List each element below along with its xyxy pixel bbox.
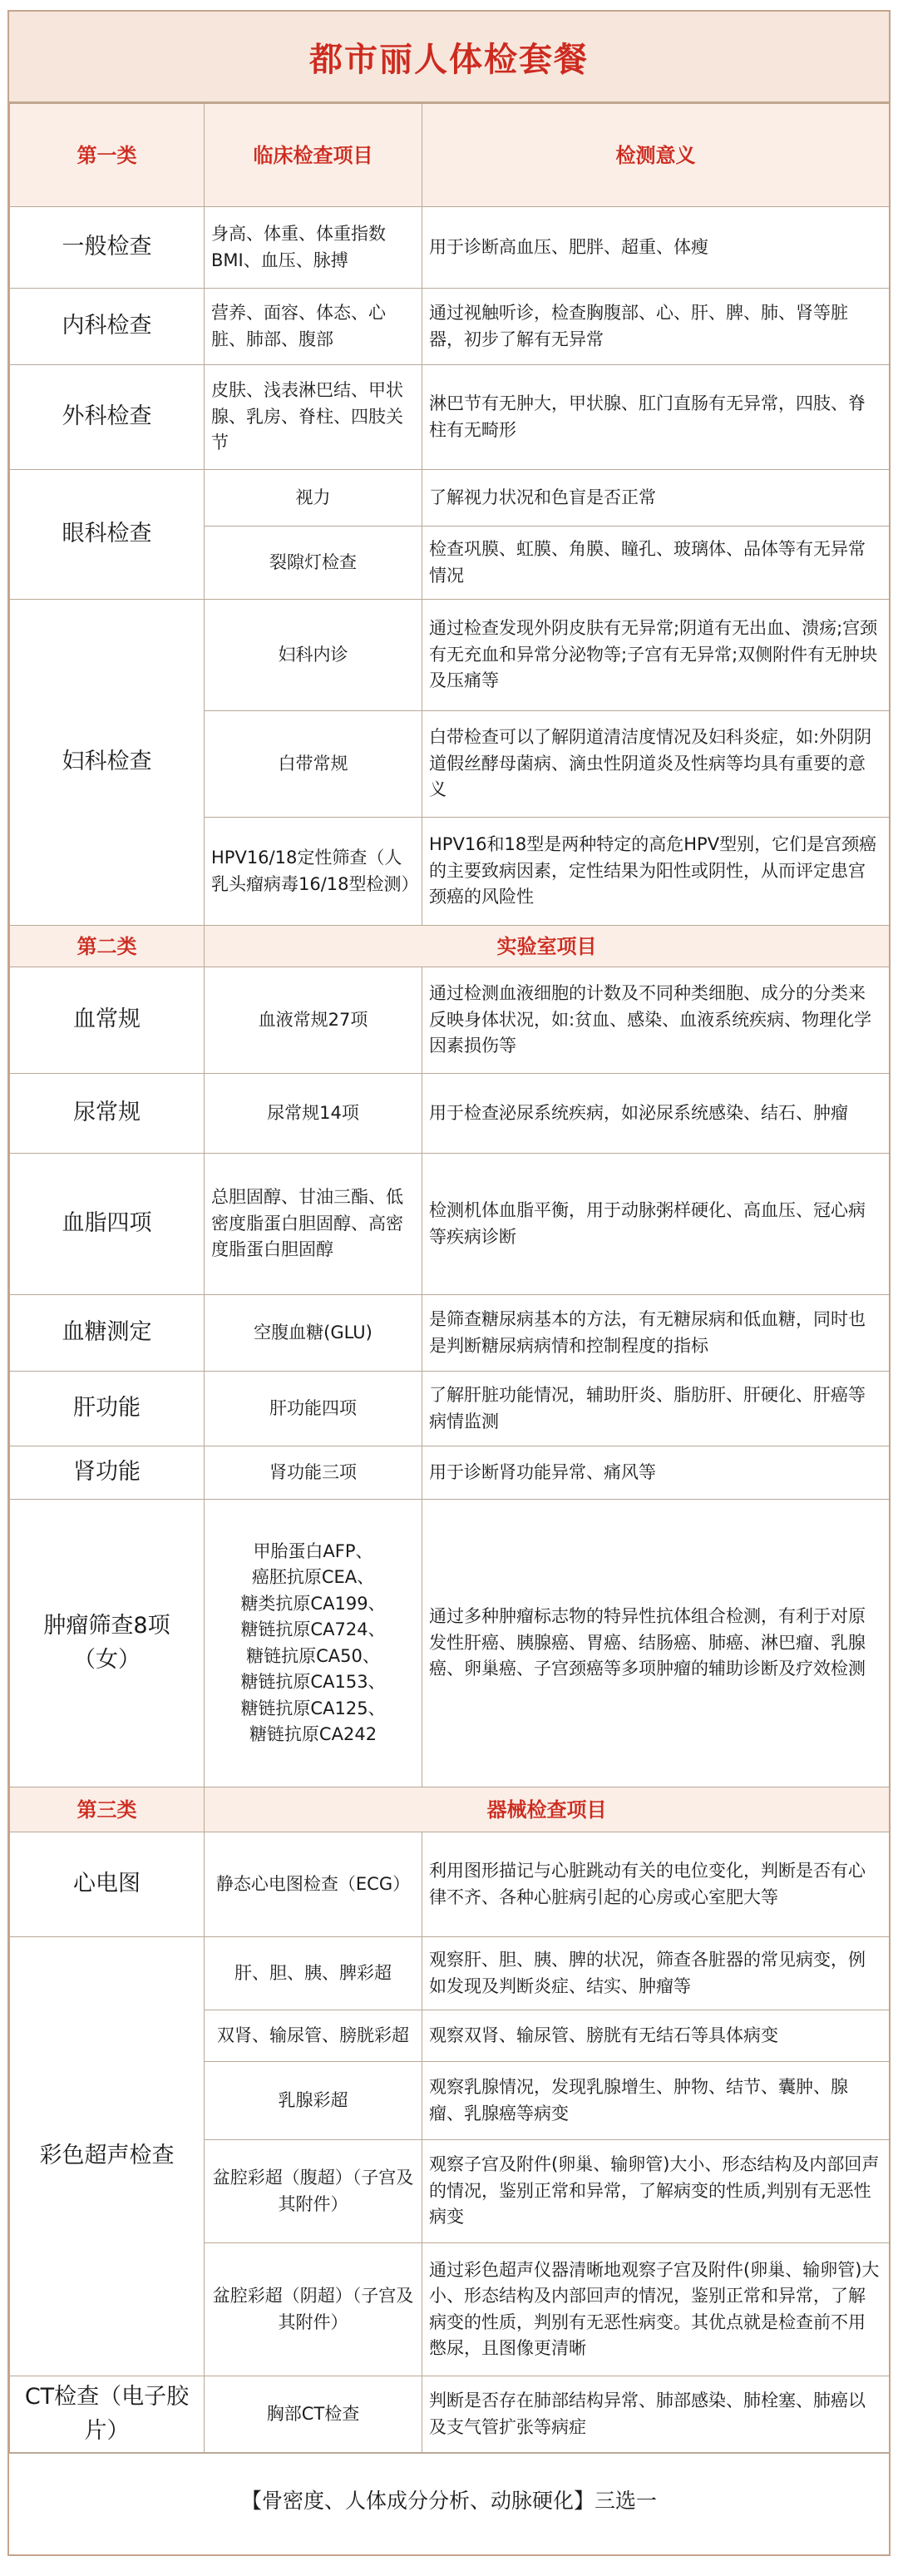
tumor-marker: 糖链抗原CA125、 bbox=[240, 1698, 386, 1718]
meaning-cell: 通过彩色超声仪器清晰地观察子宫及附件(卵巢、输卵管)大小、形态结构及内部回声的情况，鉴别正常和异常，了解病变的性质，判别有无恶性病变。其优点就是检查前不用憋尿，且图像更清晰 bbox=[422, 2243, 890, 2376]
meaning-cell: 检测机体血脂平衡，用于动脉粥样硬化、高血压、冠心病等疾病诊断 bbox=[422, 1154, 890, 1295]
table-row bbox=[10, 1295, 890, 1372]
category-cell: 一般检查 bbox=[10, 207, 205, 289]
exam-table bbox=[9, 103, 890, 2453]
category-cell: 妇科检查 bbox=[10, 600, 205, 926]
item-cell: 血液常规27项 bbox=[205, 967, 422, 1074]
tumor-marker: 糖链抗原CA153、 bbox=[240, 1672, 386, 1692]
meaning-cell: 观察乳腺情况，发现乳腺增生、肿物、结节、囊肿、腺瘤、乳腺癌等病变 bbox=[422, 2062, 890, 2140]
meaning-cell: 利用图形描记与心脏跳动有关的电位变化，判断是否有心律不齐、各种心脏病引起的心房或心室肥大等 bbox=[422, 1832, 890, 1937]
table-row bbox=[10, 600, 890, 711]
meaning-cell: 通过多种肿瘤标志物的特异性抗体组合检测，有利于对原发性肝癌、胰腺癌、胃癌、结肠癌、肺癌、淋巴瘤、乳腺癌、卵巢癌、子宫颈癌等多项肿瘤的辅助诊断及疗效检测 bbox=[422, 1500, 890, 1787]
category-cell: 尿常规 bbox=[10, 1074, 205, 1154]
tumor-marker: 糖链抗原CA50、 bbox=[246, 1645, 380, 1666]
tumor-marker: 甲胎蛋白AFP、 bbox=[253, 1540, 373, 1561]
section-row bbox=[10, 926, 890, 967]
category-cell: 彩色超声检查 bbox=[10, 1937, 205, 2376]
table-row bbox=[10, 289, 890, 365]
tumor-marker: 糖链抗原CA242 bbox=[249, 1724, 377, 1744]
meaning-cell: 观察双肾、输尿管、膀胱有无结石等具体病变 bbox=[422, 2010, 890, 2062]
tumor-marker: 糖链抗原CA724、 bbox=[240, 1619, 386, 1639]
item-cell: 肝、胆、胰、脾彩超 bbox=[205, 1937, 422, 2010]
table-row bbox=[10, 470, 890, 527]
meaning-cell: 观察子宫及附件(卵巢、输卵管)大小、形态结构及内部回声的情况，鉴别正常和异常，了解病变的性质,判别有无恶性病变 bbox=[422, 2140, 890, 2243]
meaning-cell: 判断是否存在肺部结构异常、肺部感染、肺栓塞、肺癌以及支气管扩张等病症 bbox=[422, 2376, 890, 2453]
meaning-cell: 通过视触听诊，检查胸腹部、心、肝、脾、肺、肾等脏器，初步了解有无异常 bbox=[422, 289, 890, 365]
meaning-cell: 检查巩膜、虹膜、角膜、瞳孔、玻璃体、品体等有无异常情况 bbox=[422, 527, 890, 600]
table-row bbox=[10, 1937, 890, 2010]
category-cell: 肿瘤筛查8项（女） bbox=[10, 1500, 205, 1787]
meaning-cell: 淋巴节有无肿大，甲状腺、肛门直肠有无异常，四肢、脊柱有无畸形 bbox=[422, 365, 890, 470]
category-cell: 心电图 bbox=[10, 1832, 205, 1937]
item-cell: 裂隙灯检查 bbox=[205, 527, 422, 600]
table-row bbox=[10, 967, 890, 1074]
item-cell: 肝功能四项 bbox=[205, 1372, 422, 1446]
item-cell: 静态心电图检查（ECG） bbox=[205, 1832, 422, 1937]
table-row bbox=[10, 1832, 890, 1937]
tumor-marker: 糖类抗原CA199、 bbox=[240, 1593, 386, 1614]
meaning-cell: 是筛查糖尿病基本的方法，有无糖尿病和低血糖，同时也是判断糖尿病病情和控制程度的指标 bbox=[422, 1295, 890, 1372]
item-cell: 皮肤、浅表淋巴结、甲状腺、乳房、脊柱、四肢关节 bbox=[205, 365, 422, 470]
item-cell: 总胆固醇、甘油三酯、低密度脂蛋白胆固醇、高密度脂蛋白胆固醇 bbox=[205, 1154, 422, 1295]
item-cell: 乳腺彩超 bbox=[205, 2062, 422, 2140]
item-cell: 营养、面容、体态、心脏、肺部、腹部 bbox=[205, 289, 422, 365]
section-row bbox=[10, 1787, 890, 1832]
package-sheet bbox=[7, 10, 891, 2556]
meaning-cell: 白带检查可以了解阴道清洁度情况及妇科炎症，如:外阴阴道假丝酵母菌病、滴虫性阴道炎及性病等均具有重要的意义 bbox=[422, 711, 890, 818]
table-row bbox=[10, 1074, 890, 1154]
item-cell: 白带常规 bbox=[205, 711, 422, 818]
table-row bbox=[10, 1372, 890, 1446]
table-row bbox=[10, 365, 890, 470]
category-cell: 肾功能 bbox=[10, 1446, 205, 1500]
meaning-cell: 了解视力状况和色盲是否正常 bbox=[422, 470, 890, 527]
table-row bbox=[10, 1154, 890, 1295]
meaning-cell: 了解肝脏功能情况，辅助肝炎、脂肪肝、肝硬化、肝癌等病情监测 bbox=[422, 1372, 890, 1446]
category-cell: 内科检查 bbox=[10, 289, 205, 365]
footer-note: 【骨密度、人体成分分析、动脉硬化】三选一 bbox=[9, 2453, 889, 2545]
meaning-cell: 通过检查发现外阴皮肤有无异常;阴道有无出血、溃疡;宫颈有无充血和异常分泌物等;子宫有无异常;双侧附件有无肿块及压痛等 bbox=[422, 600, 890, 711]
meaning-cell: 观察肝、胆、胰、脾的状况，筛查各脏器的常见病变，例如发现及判断炎症、结实、肿瘤等 bbox=[422, 1937, 890, 2010]
item-cell: 双肾、输尿管、膀胱彩超 bbox=[205, 2010, 422, 2062]
category-cell: 肝功能 bbox=[10, 1372, 205, 1446]
meaning-cell: HPV16和18型是两种特定的高危HPV型别，它们是宫颈癌的主要致病因素，定性结果为阳性或阴性，从而评定患宫颈癌的风险性 bbox=[422, 818, 890, 926]
meaning-cell: 用于检查泌尿系统疾病，如泌尿系统感染、结石、肿瘤 bbox=[422, 1074, 890, 1154]
item-cell: 妇科内诊 bbox=[205, 600, 422, 711]
item-cell: HPV16/18定性筛查（人乳头瘤病毒16/18型检测） bbox=[205, 818, 422, 926]
item-cell: 身高、体重、体重指数BMI、血压、脉搏 bbox=[205, 207, 422, 289]
meaning-cell: 用于诊断高血压、肥胖、超重、体瘦 bbox=[422, 207, 890, 289]
header-category: 第一类 bbox=[10, 104, 205, 207]
tumor-marker: 癌胚抗原CEA、 bbox=[251, 1567, 375, 1587]
category-cell: 血常规 bbox=[10, 967, 205, 1074]
section-title: 器械检查项目 bbox=[205, 1787, 890, 1832]
item-cell: 肾功能三项 bbox=[205, 1446, 422, 1500]
category-cell: CT检查（电子胶片） bbox=[10, 2376, 205, 2453]
category-cell: 外科检查 bbox=[10, 365, 205, 470]
item-cell: 空腹血糖(GLU) bbox=[205, 1295, 422, 1372]
section-label: 第三类 bbox=[10, 1787, 205, 1832]
item-cell: 盆腔彩超（阴超）（子宫及其附件） bbox=[205, 2243, 422, 2376]
category-cell: 血脂四项 bbox=[10, 1154, 205, 1295]
table-row bbox=[10, 1500, 890, 1787]
header-item: 临床检查项目 bbox=[205, 104, 422, 207]
section-label: 第二类 bbox=[10, 926, 205, 967]
meaning-cell: 通过检测血液细胞的计数及不同种类细胞、成分的分类来反映身体状况，如:贫血、感染、血液系统疾病、物理化学因素损伤等 bbox=[422, 967, 890, 1074]
header-row bbox=[10, 104, 890, 207]
meaning-cell: 用于诊断肾功能异常、痛风等 bbox=[422, 1446, 890, 1500]
item-cell: 盆腔彩超（腹超）（子宫及其附件） bbox=[205, 2140, 422, 2243]
tumor-marker-list bbox=[205, 1500, 422, 1787]
table-row bbox=[10, 207, 890, 289]
header-meaning: 检测意义 bbox=[422, 104, 890, 207]
item-cell: 尿常规14项 bbox=[205, 1074, 422, 1154]
table-row bbox=[10, 1446, 890, 1500]
category-cell: 眼科检查 bbox=[10, 470, 205, 600]
section-title: 实验室项目 bbox=[205, 926, 890, 967]
category-cell: 血糖测定 bbox=[10, 1295, 205, 1372]
page-title: 都市丽人体检套餐 bbox=[9, 12, 889, 103]
item-cell: 视力 bbox=[205, 470, 422, 527]
item-cell: 胸部CT检查 bbox=[205, 2376, 422, 2453]
table-row bbox=[10, 2376, 890, 2453]
